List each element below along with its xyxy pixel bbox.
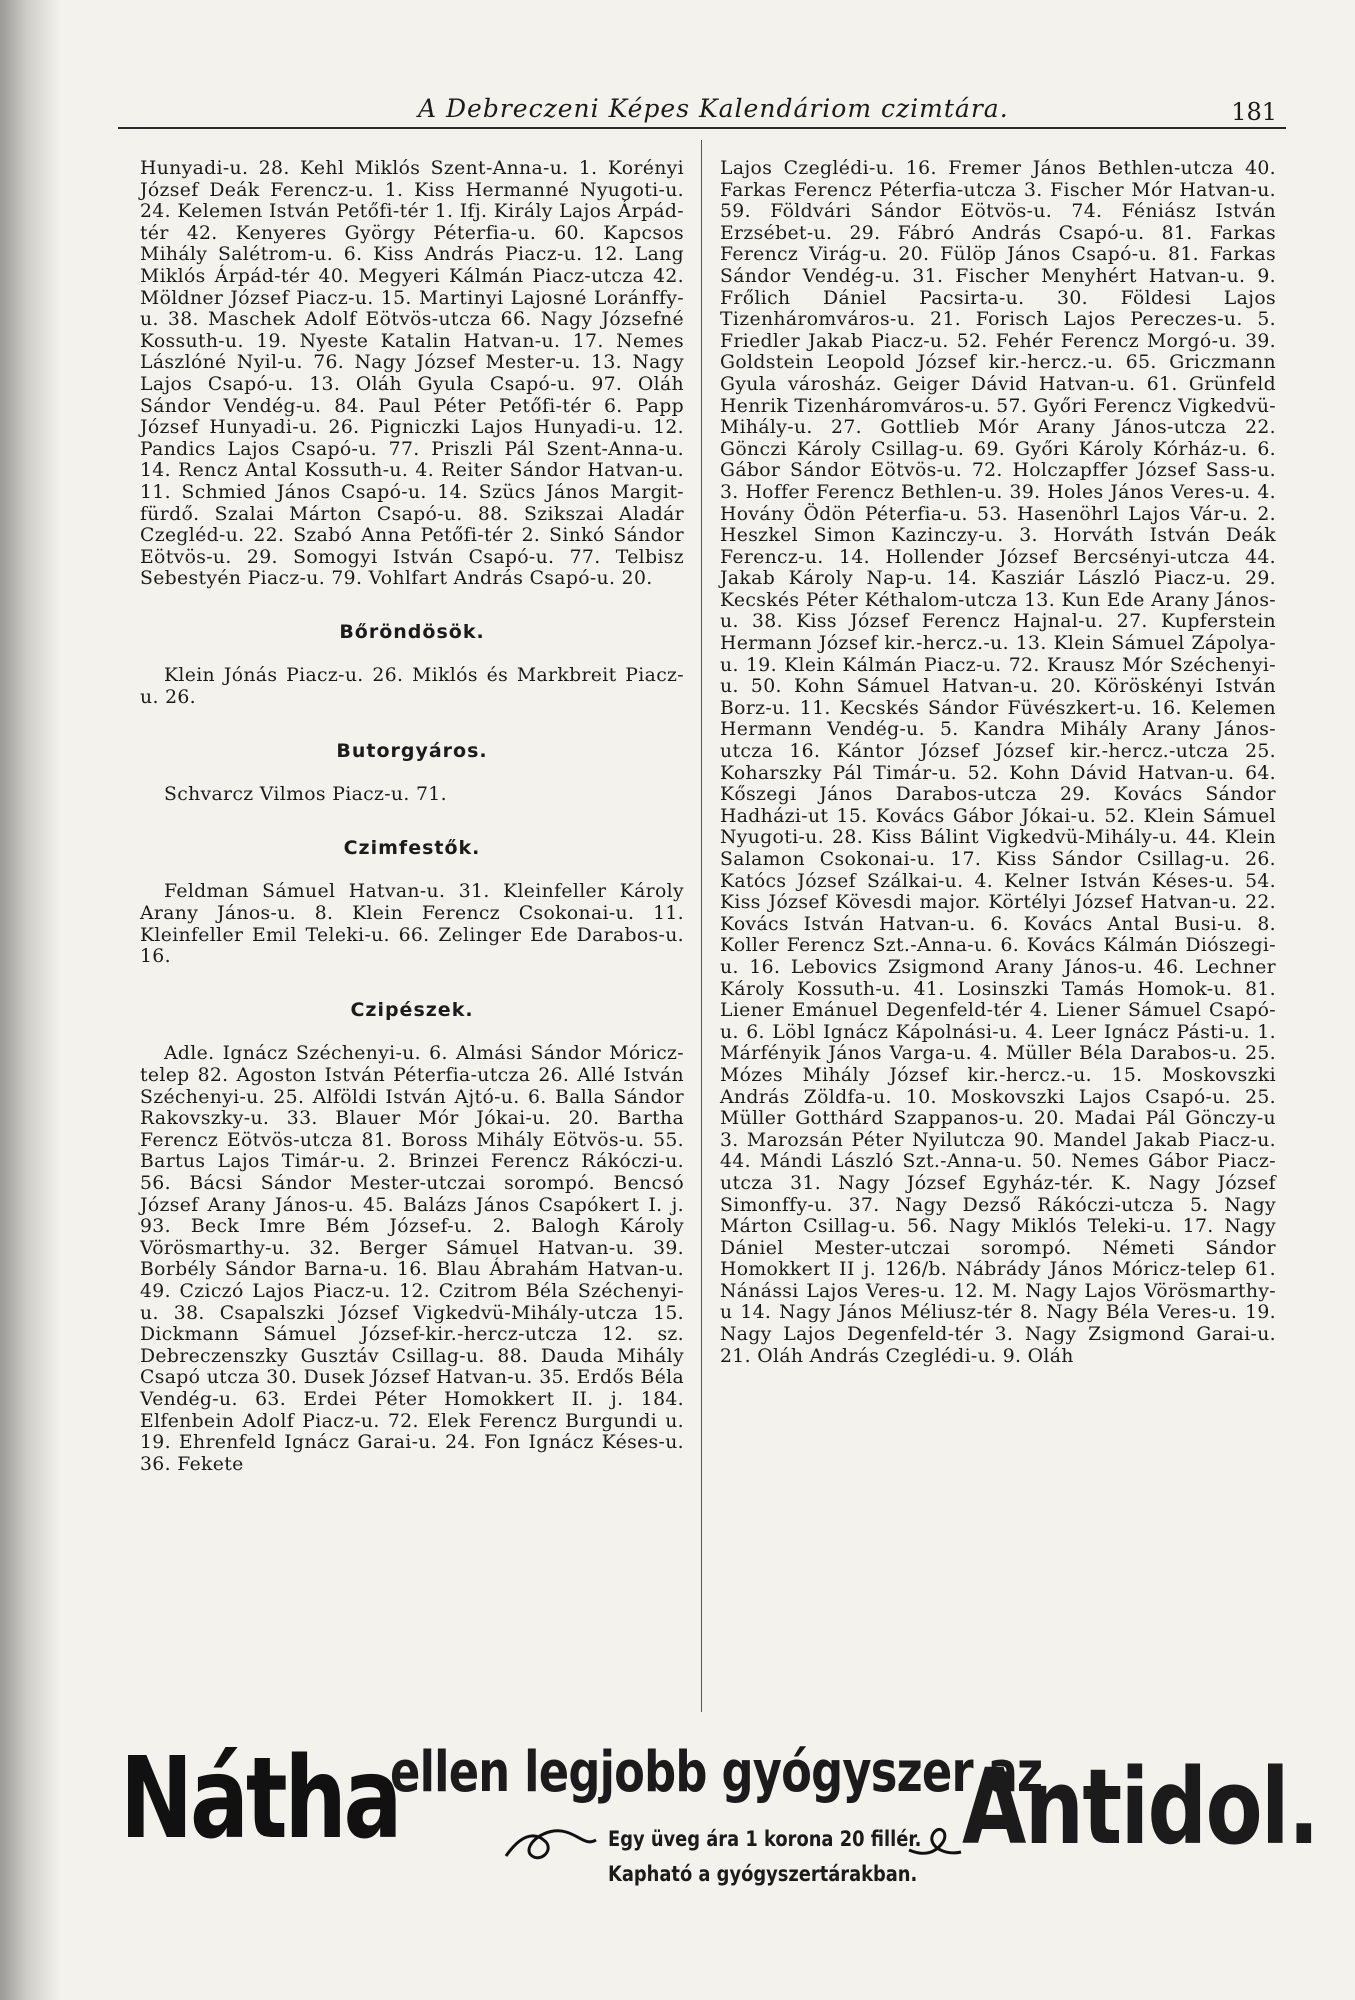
section-title-czipeszek: Czipészek. xyxy=(350,998,474,1021)
antidol-advertisement xyxy=(120,1720,1318,1970)
ad-word-natha: Nátha xyxy=(120,1734,400,1864)
ad-headline: ellen legjobb gyógyszer az xyxy=(390,1740,1043,1805)
left-column xyxy=(140,158,684,1475)
page-number: 181 xyxy=(1231,98,1277,126)
section-text-butorgyaros: Schvarcz Vilmos Piacz-u. 71. xyxy=(164,784,447,806)
right-column-paragraph: Lajos Czeglédi-u. 16. Fremer János Bethlen-utcza 40. Farkas Ferencz Péterfia-utcza 3. Fischer Mór Hatvan-u. 59. Földvári Sándor Eötvös-u. 74. Féniász István Erzsébet-u. 29. Fábró András Csapó-u. 81. Farkas Ferencz Virág-u. 20. Fülöp János Csapó-u. 81. Farkas Sándor Vendég-u. 31. Fischer Menyhért Hatvan-u. 9. Frőlich Dániel Pacsirta-u. 30. Földesi Lajos Tizenháromváros-u. 21. Forisch Lajos Pereczes-u. 5. Friedler Jakab Piacz-u. 52. Fehér Ferencz Morgó-u. 39. Goldstein Leopold József kir.-hercz.-u. 65. Griczmann Gyula városház. Geiger Dávid Hatvan-u. 61. Grünfeld Henrik Tizenháromváros-u. 57. Győri Ferencz Vigkedvü-Mihály-u. 27. Gottlieb Mór Arany János-utcza 22. Gönczi Károly Csillag-u. 69. Győri Károly Kórház-u. 6. Gábor Sándor Eötvös-u. 72. Holczapffer József Sass-u. 3. Hoffer Ferencz Bethlen-u. 39. Holes János Veres-u. 4. Hovány Ödön Péterfia-u. 53. Hasenöhrl Lajos Vár-u. 2. Heszkel Simon Kazinczy-u. 3. Horváth István Deák Ferencz-u. 14. Hollender József Bercsényi-utcza 44. Jakab Károly Nap-u. 14. Kasziár László Piacz-u. 29. Kecskés Péter Kéthalom-utcza 13. Kun Ede Arany János-u. 38. Kiss József Ferencz Hajnal-u. 27. Kupferstein Hermann József kir.-hercz.-u. 13. Klein Sámuel Zápolya-u. 19. Klein Kálmán Piacz-u. 72. Krausz Mór Széchenyi-u. 50. Kohn Sámuel Hatvan-u. 20. Köröskényi István Borz-u. 11. Kecskés Sándor Füvészkert-u. 16. Kelemen Hermann Vendég-u. 5. Kandra Mihály Arany János-utcza 16. Kántor József József kir.-hercz.-utcza 25. Koharszky Pál Timár-u. 52. Kohn Dávid Hatvan-u. 64. Kőszegi János Darabos-utcza 29. Kovács Sándor Hadházi-ut 15. Kovács Gábor Jókai-u. 52. Klein Sámuel Nyugoti-u. 28. Kiss Bálint Vigkedvü-Mihály-u. 44. Klein Salamon Csokonai-u. 17. Kiss Sándor Csillag-u. 26. Katócs József Szálkai-u. 4. Kelner István Késes-u. 54. Kiss József Kövesdi major. Körtélyi József Hatvan-u. 22. Kovács István Hatvan-u. 6. Kovács Antal Busi-u. 8. Koller Ferencz Szt.-Anna-u. 6. Kovács Kálmán Diószegi-u. 16. Lebovics Zsigmond Arany János-u. 46. Lechner Károly Kossuth-u. 41. Losinszki Tamás Homok-u. 81. Liener Emánuel Degenfeld-tér 4. Liener Sámuel Csapó-u. 6. Löbl Ignácz Kápolnási-u. 4. Leer Ignácz Pásti-u. 1. Márfényik János Varga-u. 4. Müller Béla Darabos-u. 25. Mózes Mihály József kir.-hercz.-u. 15. Moskovszki András Zöldfa-u. 10. Moskovszki Lajos Csapó-u. 25. Müller Gotthárd Szappanos-u. 20. Madai Pál Gönczy-u 3. Marozsán Péter Nyilutcza 90. Mandel Jakab Piacz-u. 44. Mándi László Szt.-Anna-u. 50. Nemes Gábor Piacz-utcza 31. Nagy József Egyház-tér. K. Nagy József Simonffy-u. 37. Nagy Dezső Rákóczi-utcza 5. Nagy Márton Csillag-u. 56. Nagy Miklós Teleki-u. 17. Nagy Dániel Mester-utczai sorompó. Németi Sándor Homokkert II j. 126/b. Nábrády János Móricz-telep 61. Nánássi Lajos Veres-u. 12. M. Nagy Lajos Vörösmarthy-u 14. Nagy János Méliusz-tér 8. Nagy Béla Veres-u. 19. Nagy Lajos Degenfeld-tér 3. Nagy Zsigmond Garai-u. 21. Oláh András Czeglédi-u. 9. Oláh xyxy=(720,158,1276,1367)
section-title-czimfestok: Czimfestők. xyxy=(343,836,481,859)
swash-ornament-icon xyxy=(500,1806,600,1876)
section-text-czipeszek: Adle. Ignácz Széchenyi-u. 6. Almási Sándor Móricz-telep 82. Agoston István Péterfia-utcza 26. Allé István Széchenyi-u. 25. Alföldi István Ajtó-u. 6. Balla Sándor Rakovszky-u. 33. Blauer Mór Jókai-u. 20. Bartha Ferencz Eötvös-utcza 81. Boross Mihály Eötvös-u. 55. Bartus Lajos Timár-u. 2. Brinzei Ferencz Rákóczi-u. 56. Bácsi Sándor Mester-utczai sorompó. Bencsó József Arany János-u. 45. Balázs János Csapókert I. j. 93. Beck Imre Bém József-u. 2. Balogh Károly Vörösmarthy-u. 32. Berger Sámuel Hatvan-u. 39. Borbély Sándor Barna-u. 16. Blau Ábrahám Hatvan-u. 49. Cziczó Lajos Piacz-u. 12. Czitrom Béla Széchenyi-u. 38. Csapalszki József Vigkedvü-Mihály-utcza 15. Dickmann Sámuel József-kir.-hercz-utcza 12. sz. Debreczenszky Gusztáv Csillag-u. 88. Dauda Mihály Csapó utcza 30. Dusek József Hatvan-u. 35. Erdős Béla Vendég-u. 63. Erdei Péter Homokkert II. j. 184. Elfenbein Adolf Piacz-u. 72. Elek Ferencz Burgundi u. 19. Ehrenfeld Ignácz Garai-u. 24. Fon Ignácz Késes-u. 36. Fekete xyxy=(140,1043,684,1475)
section-title-borondosok: Bőröndösök. xyxy=(339,620,485,643)
right-column xyxy=(720,158,1276,1367)
ad-availability-line: Kapható a gyógyszertárakban. xyxy=(608,1862,918,1886)
ad-price-line: Egy üveg ára 1 korona 20 fillér. xyxy=(608,1827,922,1851)
running-title: A Debreczeni Képes Kalendáriom czimtára. xyxy=(418,94,1009,123)
column-divider xyxy=(701,140,702,1712)
page-header xyxy=(118,92,1283,132)
page-edge-shadow xyxy=(0,0,60,2000)
continuation-paragraph: Hunyadi-u. 28. Kehl Miklós Szent-Anna-u. 1. Korényi József Deák Ferencz-u. 1. Kiss Hermanné Nyugoti-u. 24. Kelemen István Petőfi-tér 1. Ifj. Király Lajos Árpád-tér 42. Kenyeres György Péterfia-u. 60. Kapcsos Mihály Salétrom-u. 6. Kiss András Piacz-u. 12. Lang Miklós Árpád-tér 40. Megyeri Kálmán Piacz-utcza 42. Möldner József Piacz-u. 15. Martinyi Lajosné Loránffy-u. 38. Maschek Adolf Eötvös-utcza 66. Nagy Józsefné Kossuth-u. 19. Nyeste Katalin Hatvan-u. 17. Nemes Lászlóné Nyil-u. 76. Nagy József Mester-u. 13. Nagy Lajos Csapó-u. 13. Oláh Gyula Csapó-u. 97. Oláh Sándor Vendég-u. 84. Paul Péter Petőfi-tér 6. Papp József Hunyadi-u. 26. Pigniczki Lajos Hunyadi-u. 12. Pandics Lajos Csapó-u. 77. Priszli Pál Szent-Anna-u. 14. Rencz Antal Kossuth-u. 4. Reiter Sándor Hatvan-u. 11. Schmied János Csapó-u. 14. Szücs János Margit-fürdő. Szalai Márton Csapó-u. 88. Szikszai Aladár Czegléd-u. 22. Szabó Anna Petőfi-tér 2. Sinkó Sándor Eötvös-u. 29. Somogyi István Csapó-u. 77. Telbisz Sebestyén Piacz-u. 79. Vohlfart András Csapó-u. 20. xyxy=(140,158,684,590)
header-rule xyxy=(118,127,1286,129)
section-text-czimfestok: Feldman Sámuel Hatvan-u. 31. Kleinfeller Károly Arany János-u. 8. Klein Ferencz Csokonai-u. 11. Kleinfeller Emil Teleki-u. 66. Zelinger Ede Darabos-u. 16. xyxy=(140,881,684,968)
section-text-borondosok: Klein Jónás Piacz-u. 26. Miklós és Markbreit Piacz-u. 26. xyxy=(140,665,684,709)
ad-word-antidol: Antidol. xyxy=(962,1746,1318,1868)
section-title-butorgyaros: Butorgyáros. xyxy=(336,739,488,762)
